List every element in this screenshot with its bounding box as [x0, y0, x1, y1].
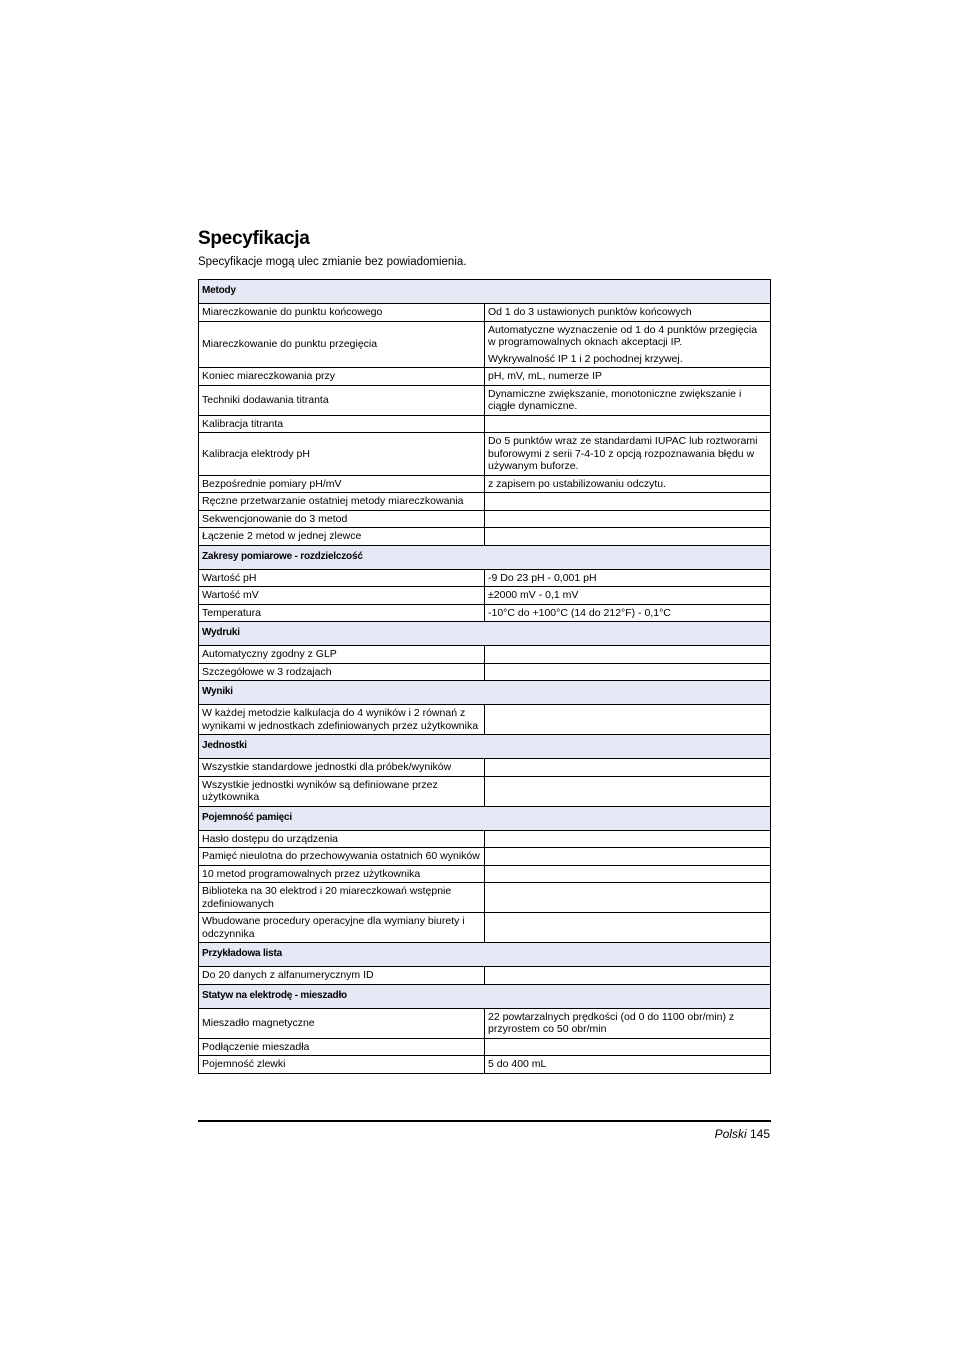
value-cell: Dynamiczne zwiększanie, monotoniczne zwiększanie i ciągłe dynamiczne. — [485, 385, 771, 415]
section-heading: Wydruki — [199, 622, 771, 646]
feature-cell: Wszystkie jednostki wyników są definiowane przez użytkownika — [199, 776, 485, 806]
feature-cell: Miareczkowanie do punktu końcowego — [199, 304, 485, 322]
feature-cell: W każdej metodzie kalkulacja do 4 wyników i 2 równań z wynikami w jednostkach zdefiniowanych przez użytkownika — [199, 705, 485, 735]
section-header-row — [199, 681, 771, 705]
feature-cell: Wartość mV — [199, 587, 485, 605]
value-cell — [485, 830, 771, 848]
feature-cell: Mieszadło magnetyczne — [199, 1008, 485, 1038]
table-row — [199, 385, 771, 415]
feature-cell: Wbudowane procedury operacyjne dla wymiany biurety i odczynnika — [199, 913, 485, 943]
value-cell — [485, 663, 771, 681]
table-row — [199, 1038, 771, 1056]
table-row — [199, 304, 771, 322]
value-cell — [485, 1038, 771, 1056]
value-paragraph: Automatyczne wyznaczenie od 1 do 4 punktów przegięcia w programowalnych oknach akceptacji IP. — [488, 323, 758, 348]
section-header-row — [199, 622, 771, 646]
table-row — [199, 510, 771, 528]
table-row — [199, 848, 771, 866]
table-row — [199, 321, 771, 368]
table-row — [199, 587, 771, 605]
section-heading: Przykładowa lista — [199, 943, 771, 967]
table-row — [199, 663, 771, 681]
table-row — [199, 883, 771, 913]
value-cell — [485, 705, 771, 735]
value-cell — [485, 776, 771, 806]
table-row — [199, 967, 771, 985]
value-cell: 22 powtarzalnych prędkości (od 0 do 1100 obr/min) z przyrostem co 50 obr/min — [485, 1008, 771, 1038]
feature-cell: Kalibracja elektrody pH — [199, 433, 485, 476]
feature-cell: 10 metod programowalnych przez użytkownika — [199, 865, 485, 883]
section-header-row — [199, 806, 771, 830]
section-header-row — [199, 984, 771, 1008]
value-cell — [485, 848, 771, 866]
table-row — [199, 759, 771, 777]
specification-table-body — [199, 280, 771, 1074]
feature-cell: Techniki dodawania titranta — [199, 385, 485, 415]
feature-cell: Kalibracja titranta — [199, 415, 485, 433]
feature-cell: Szczegółowe w 3 rodzajach — [199, 663, 485, 681]
feature-cell: Łączenie 2 metod w jednej zlewce — [199, 528, 485, 546]
value-cell — [485, 528, 771, 546]
footer-language: Polski — [714, 1127, 747, 1141]
feature-cell: Miareczkowanie do punktu przegięcia — [199, 321, 485, 368]
table-row — [199, 913, 771, 943]
table-row — [199, 528, 771, 546]
feature-cell: Koniec miareczkowania przy — [199, 368, 485, 386]
value-cell — [485, 883, 771, 913]
feature-cell: Ręczne przetwarzanie ostatniej metody miareczkowania — [199, 493, 485, 511]
value-cell — [485, 759, 771, 777]
feature-cell: Temperatura — [199, 604, 485, 622]
section-header-row — [199, 545, 771, 569]
table-row — [199, 1056, 771, 1074]
value-cell — [485, 321, 771, 368]
page-footer — [715, 1127, 770, 1141]
table-row — [199, 604, 771, 622]
table-row — [199, 569, 771, 587]
feature-cell: Bezpośrednie pomiary pH/mV — [199, 475, 485, 493]
feature-cell: Pamięć nieulotna do przechowywania ostatnich 60 wyników — [199, 848, 485, 866]
feature-cell: Wartość pH — [199, 569, 485, 587]
feature-cell: Hasło dostępu do urządzenia — [199, 830, 485, 848]
feature-cell: Biblioteka na 30 elektrod i 20 miareczkowań wstępnie zdefiniowanych — [199, 883, 485, 913]
value-cell — [485, 967, 771, 985]
table-row — [199, 475, 771, 493]
section-heading: Statyw na elektrodę - mieszadło — [199, 984, 771, 1008]
value-cell: z zapisem po ustabilizowaniu odczytu. — [485, 475, 771, 493]
value-cell — [485, 646, 771, 664]
section-header-row — [199, 943, 771, 967]
table-row — [199, 433, 771, 476]
section-heading: Pojemność pamięci — [199, 806, 771, 830]
table-row — [199, 705, 771, 735]
table-row — [199, 830, 771, 848]
value-cell: Od 1 do 3 ustawionych punktów końcowych — [485, 304, 771, 322]
specification-table — [198, 279, 771, 1074]
table-row — [199, 865, 771, 883]
table-row — [199, 368, 771, 386]
value-cell: pH, mV, mL, numerze IP — [485, 368, 771, 386]
section-heading: Jednostki — [199, 735, 771, 759]
value-cell — [485, 510, 771, 528]
value-cell: 5 do 400 mL — [485, 1056, 771, 1074]
value-paragraph: Wykrywalność IP 1 i 2 pochodnej krzywej. — [488, 352, 683, 365]
value-cell: -9 Do 23 pH - 0,001 pH — [485, 569, 771, 587]
value-cell — [485, 865, 771, 883]
page-title: Specyfikacja — [198, 228, 310, 249]
feature-cell: Do 20 danych z alfanumerycznym ID — [199, 967, 485, 985]
feature-cell: Wszystkie standardowe jednostki dla próbek/wyników — [199, 759, 485, 777]
feature-cell: Pojemność zlewki — [199, 1056, 485, 1074]
value-cell — [485, 493, 771, 511]
table-row — [199, 1008, 771, 1038]
table-row — [199, 646, 771, 664]
feature-cell: Podłączenie mieszadła — [199, 1038, 485, 1056]
page-subtitle: Specyfikacje mogą ulec zmianie bez powiadomienia. — [198, 256, 467, 268]
section-heading: Wyniki — [199, 681, 771, 705]
feature-cell: Sekwencjonowanie do 3 metod — [199, 510, 485, 528]
table-row — [199, 776, 771, 806]
value-cell — [485, 913, 771, 943]
table-row — [199, 415, 771, 433]
value-cell: -10°C do +100°C (14 do 212°F) - 0,1°C — [485, 604, 771, 622]
table-row — [199, 493, 771, 511]
section-header-row — [199, 735, 771, 759]
page-number: 145 — [749, 1127, 770, 1141]
section-heading: Zakresy pomiarowe - rozdzielczość — [199, 545, 771, 569]
value-cell — [485, 415, 771, 433]
section-heading: Metody — [199, 280, 771, 304]
value-cell: Do 5 punktów wraz ze standardami IUPAC lub roztworami buforowymi z serii 7-4-10 z opcją rozpoznawania błędu w używanym buforze. — [485, 433, 771, 476]
value-cell: ±2000 mV - 0,1 mV — [485, 587, 771, 605]
footer-divider — [198, 1120, 771, 1122]
section-header-row — [199, 280, 771, 304]
feature-cell: Automatyczny zgodny z GLP — [199, 646, 485, 664]
